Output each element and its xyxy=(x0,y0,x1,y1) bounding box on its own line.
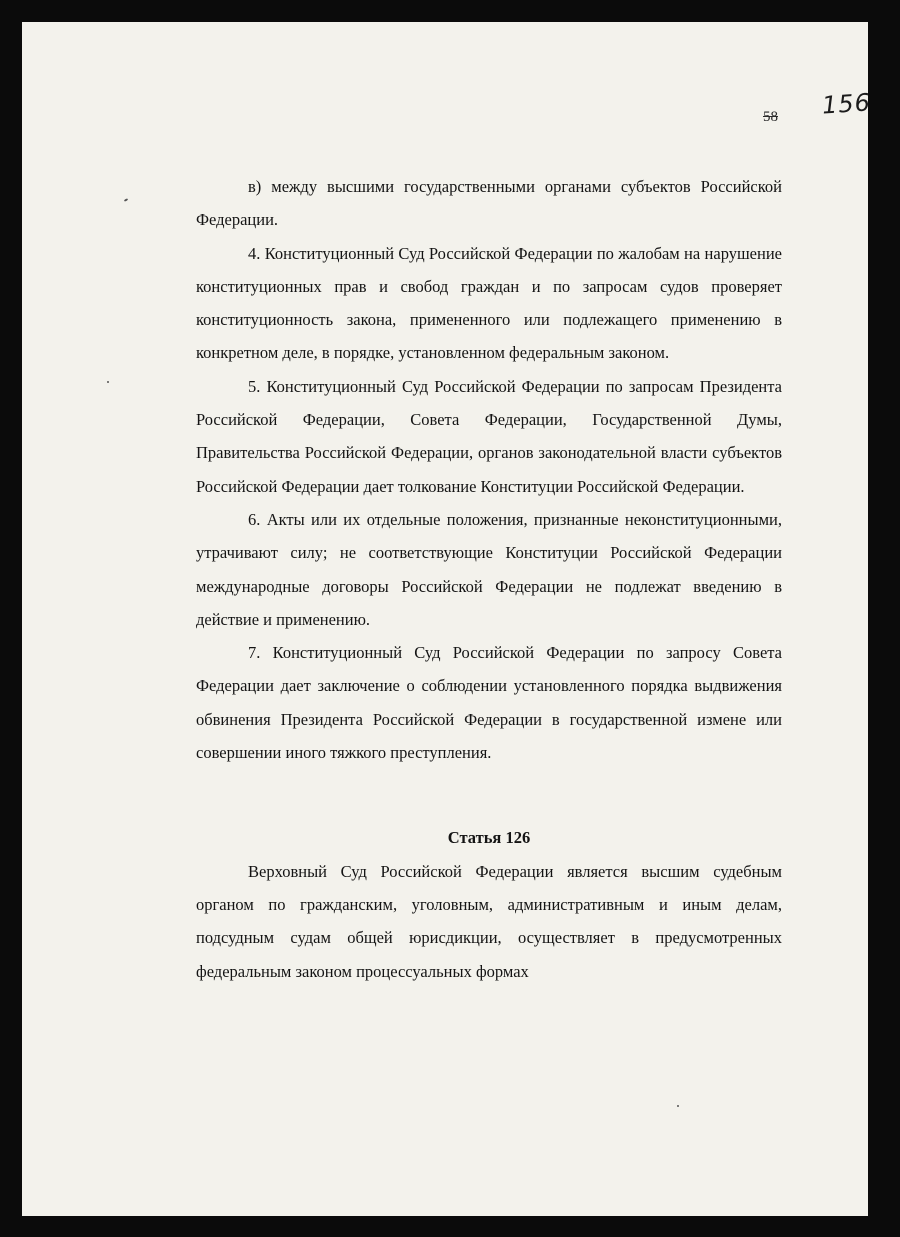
scan-speck xyxy=(124,198,128,202)
page-number: 58 xyxy=(763,109,778,125)
document-page xyxy=(22,22,872,1216)
paragraph-article-126: Верховный Суд Российской Федерации является высшим судебным органом по гражданским, уголовным, административным и иным делам, подсудным судам общей юрисдикции, осуществляет в предусмотренных федеральным законом процессуальных формах xyxy=(196,861,782,981)
scan-speck xyxy=(677,1105,679,1107)
handwritten-page-number: 156 xyxy=(821,88,872,120)
paragraph-v: в) между высшими государственными органами субъектов Российской Федерации. xyxy=(196,177,782,230)
paragraph-4: 4. Конституционный Суд Российской Федерации по жалобам на нарушение конституционных прав и свобод граждан и по запросам судов проверяет конституционность закона, примененного или подлежащего применению в конкретном деле, в порядке, установленном федеральным законом. xyxy=(196,243,782,363)
paragraph-7: 7. Конституционный Суд Российской Федерации по запросу Совета Федерации дает заключение о соблюдении установленного порядка выдвижения обвинения Президента Российской Федерации в государственной измене или совершении иного тяжкого преступления. xyxy=(196,643,782,763)
scan-speck xyxy=(107,381,109,383)
paragraph-6: 6. Акты или их отдельные положения, признанные неконституционными, утрачивают силу; не соответствующие Конституции Российской Федерации международные договоры Российской Федерации не подлежат введению в действие и применению. xyxy=(196,509,782,629)
document-body xyxy=(196,170,782,988)
paragraph-5: 5. Конституционный Суд Российской Федерации по запросам Президента Российской Федерации, Совета Федерации, Государственной Думы, Правительства Российской Федерации, органов законодательной власти субъектов Российской Федерации дает толкование Конституции Российской Федерации. xyxy=(196,376,782,496)
article-heading: Статья 126 xyxy=(447,828,531,848)
